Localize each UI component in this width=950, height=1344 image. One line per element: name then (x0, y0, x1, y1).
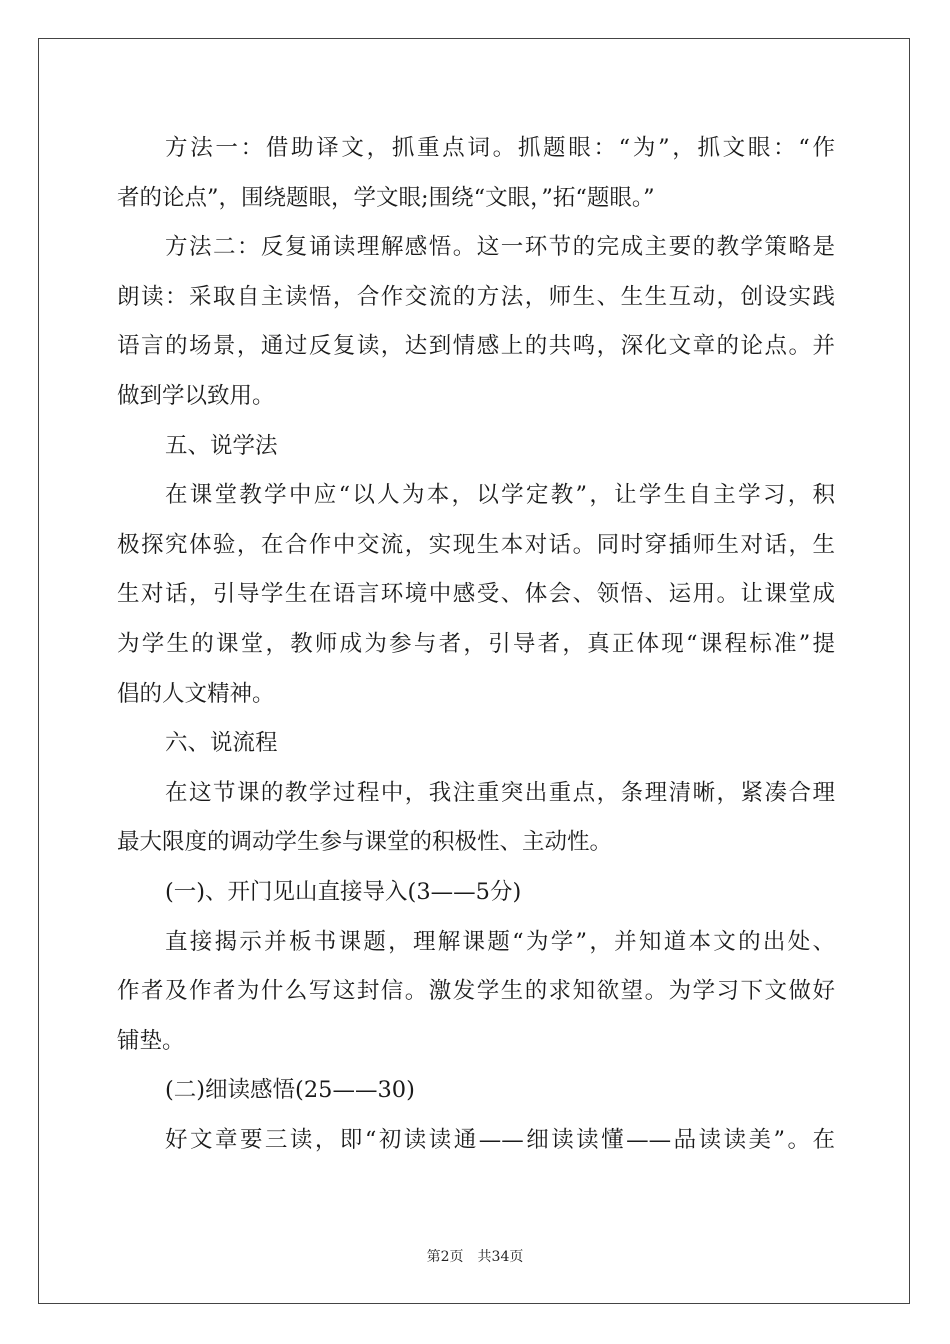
text-line: 好文章要三读，即“初读读通——细读读懂——品读读美”。在 (165, 1126, 835, 1153)
text-line: 朗读：采取自主读悟，合作交流的方法，师生、生生互动，创设实践 (117, 283, 835, 310)
text-line: 极探究体验，在合作中交流，实现生本对话。同时穿插师生对话，生 (117, 531, 835, 558)
text-line: 做到学以致用。 (117, 382, 275, 409)
text-line: 作者及作者为什么写这封信。激发学生的求知欲望。为学习下文做好 (117, 978, 835, 1005)
text-line: 直接揭示并板书课题，理解课题“为学”，并知道本文的出处、 (165, 928, 835, 955)
text-line: 语言的场景，通过反复读，达到情感上的共鸣，深化文章的论点。并 (117, 333, 835, 360)
text-line: 在这节课的教学过程中，我注重突出重点，条理清晰，紧凑合理 (165, 779, 835, 806)
text-line: 者的论点”，围绕题眼，学文眼;围绕“文眼，”拓“题眼。” (117, 184, 655, 211)
subsection-heading: (二)细读感悟(25——30) (165, 1077, 415, 1104)
text-line: 铺垫。 (117, 1027, 185, 1054)
text-line: 为学生的课堂，教师成为参与者，引导者，真正体现“课程标准”提 (117, 630, 835, 657)
document-body (117, 124, 835, 1165)
text-line: 倡的人文精神。 (117, 680, 275, 707)
section-heading: 五、说学法 (165, 432, 278, 459)
page-number: 第2页 共34页 (426, 1249, 524, 1265)
text-line: 生对话，引导学生在语言环境中感受、体会、领悟、运用。让课堂成 (117, 581, 835, 608)
text-line: 方法二：反复诵读理解感悟。这一环节的完成主要的教学策略是 (165, 234, 835, 261)
text-line: 最大限度的调动学生参与课堂的积极性、主动性。 (117, 829, 613, 856)
subsection-heading: (一)、开门见山直接导入(3——5分) (165, 878, 522, 905)
section-heading: 六、说流程 (165, 730, 278, 757)
text-line: 在课堂教学中应“以人为本，以学定教”，让学生自主学习，积 (165, 482, 835, 509)
text-line: 方法一：借助译文，抓重点词。抓题眼：“为”，抓文眼：“作 (165, 135, 835, 161)
